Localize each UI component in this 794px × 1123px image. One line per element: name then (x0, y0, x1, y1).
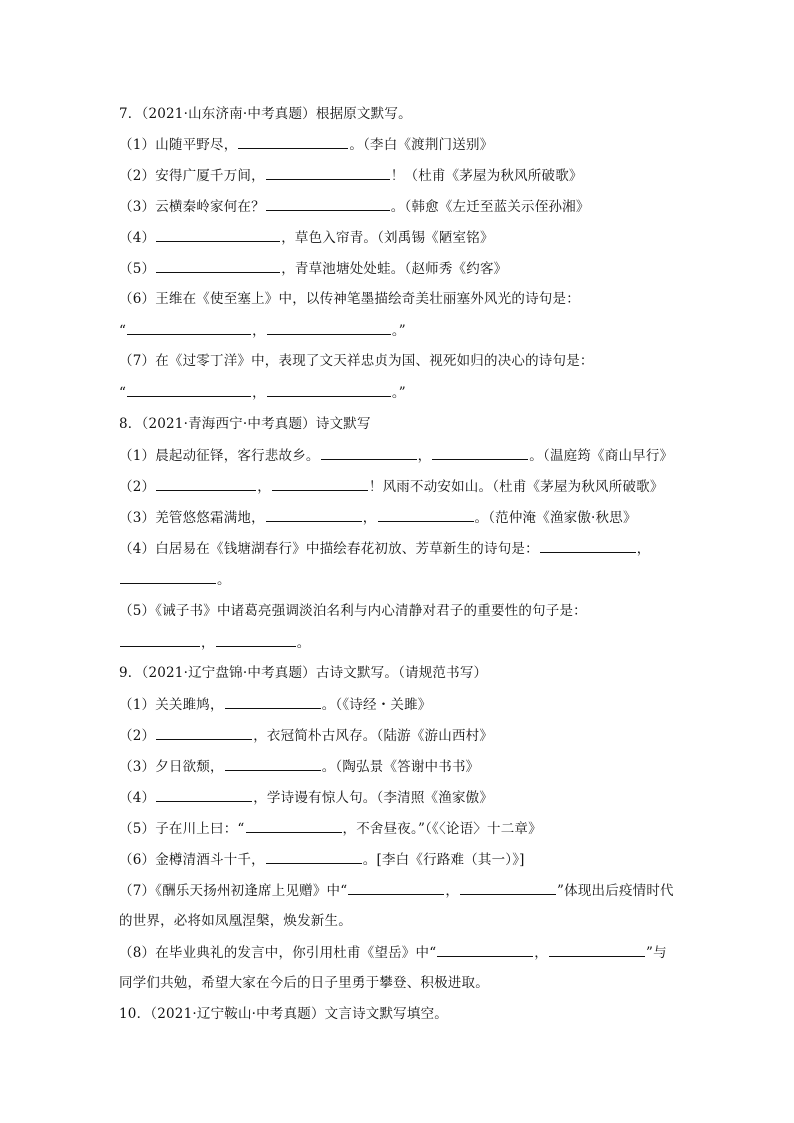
text: （3）云横秦岭家何在？ (119, 199, 265, 215)
text: （5） (119, 261, 156, 277)
q9-item-8 (119, 942, 694, 963)
q8-item-4 (119, 538, 694, 559)
answer-blank[interactable] (272, 476, 368, 491)
q9-item-3 (119, 756, 694, 777)
answer-blank[interactable] (266, 165, 390, 180)
text: 。 (296, 635, 311, 651)
question-9-title: 9．（2021·辽宁盘锦·中考真题）古诗文默写。（请规范书写） (119, 665, 488, 681)
text: ， (252, 385, 266, 401)
answer-blank[interactable] (460, 880, 556, 895)
q9-item-7-cont: 的世界，必将如凤凰涅槃，焕发新生。 (119, 913, 352, 929)
text: （4）白居易在《钱塘湖春行》中描绘春花初放、芳草新生的诗句是： (119, 541, 539, 557)
q9-item-5 (119, 818, 694, 839)
answer-blank[interactable] (156, 725, 252, 740)
text: （3）羌管悠悠霜满地， (119, 510, 265, 526)
answer-blank[interactable] (267, 320, 391, 335)
text: （6）金樽清酒斗十千， (119, 852, 265, 868)
text: ，不舍昼夜。”（《〈论语〉十二章》 (342, 821, 542, 837)
answer-blank[interactable] (246, 818, 342, 833)
text: （1）山随平野尽， (119, 137, 238, 153)
text: ，衣冠简朴古风存。（陆游《游山西村》 (253, 728, 494, 744)
text: ，草色入帘青。（刘禹锡《陋室铭》 (281, 230, 494, 246)
text: ，学诗谩有惊人句。（李清照《渔家傲》 (253, 790, 494, 806)
text: 。（《诗经・关雎》 (321, 697, 432, 713)
text: ”体现出后疫情时代 (557, 883, 674, 899)
answer-blank[interactable] (156, 227, 280, 242)
q9-item-8-cont: 同学们共勉，希望大家在今后的日子里勇于攀登、积极进取。 (119, 975, 489, 991)
q7-item-3 (119, 196, 694, 217)
answer-blank[interactable] (266, 196, 390, 211)
answer-blank[interactable] (120, 632, 200, 647)
text: 。” (391, 385, 406, 401)
text: ， (534, 945, 548, 961)
answer-blank[interactable] (378, 507, 474, 522)
q7-item-6: （6）王维在《使至塞上》中，以传神笔墨描绘奇美壮丽塞外风光的诗句是： (119, 291, 580, 307)
answer-blank[interactable] (238, 134, 348, 149)
question-8-title: 8．（2021·青海西宁·中考真题）诗文默写 (119, 416, 371, 432)
text: ， (257, 479, 271, 495)
q8-item-5-answer (119, 632, 694, 653)
answer-blank[interactable] (156, 258, 280, 273)
q8-item-4-cont (119, 569, 694, 590)
text: ， (362, 510, 377, 526)
q7-item-7: （7）在《过零丁洋》中，表现了文天祥忠贞为国、视死如归的决心的诗句是： (119, 353, 594, 369)
text: （4） (119, 230, 156, 246)
q8-item-3 (119, 507, 694, 528)
text: ！（杜甫《茅屋为秋风所破歌》 (390, 168, 583, 184)
text: （2） (119, 479, 156, 495)
answer-blank[interactable] (266, 849, 362, 864)
answer-blank[interactable] (127, 382, 251, 397)
answer-blank[interactable] (225, 756, 321, 771)
text: （7）《酬乐天扬州初逢席上见赠》中“ (119, 883, 348, 899)
answer-blank[interactable] (225, 694, 321, 709)
text: （8）在毕业典礼的发言中，你引用杜甫《望岳》中“ (119, 945, 437, 961)
question-10-title: 10．（2021·辽宁鞍山·中考真题）文言诗文默写填空。 (119, 1006, 448, 1022)
text: ”与 (646, 945, 667, 961)
q7-item-6-answer (119, 320, 694, 341)
text: ， (252, 323, 266, 339)
answer-blank[interactable] (348, 880, 444, 895)
q8-item-1 (119, 445, 694, 466)
question-7-title: 7．（2021·山东济南·中考真题）根据原文默写。 (119, 106, 412, 122)
text: “ (119, 385, 127, 401)
q7-item-7-answer (119, 382, 694, 403)
q9-item-2 (119, 725, 694, 746)
answer-blank[interactable] (120, 569, 216, 584)
answer-blank[interactable] (266, 507, 362, 522)
text: ！风雨不动安如山。（杜甫《茅屋为秋风所破歌》 (368, 479, 664, 495)
text: （4） (119, 790, 156, 806)
answer-blank[interactable] (549, 942, 645, 957)
answer-blank[interactable] (540, 538, 636, 553)
text: （2） (119, 728, 156, 744)
q7-item-5 (119, 258, 694, 279)
q7-item-4 (119, 227, 694, 248)
answer-blank[interactable] (216, 632, 296, 647)
text: （1）晨起动征铎，客行悲故乡。 (119, 448, 320, 464)
text: （1）关关雎鸠， (119, 697, 224, 713)
text: 。（范仲淹《渔家傲·秋思》 (474, 510, 637, 526)
q9-item-4 (119, 787, 694, 808)
answer-blank[interactable] (432, 445, 528, 460)
q9-item-7 (119, 880, 694, 901)
text: 。” (391, 323, 406, 339)
text: ， (636, 541, 651, 557)
text: 。（李白《渡荆门送别》 (349, 137, 494, 153)
text: ， (445, 883, 460, 899)
q8-item-5: （5）《诫子书》中诸葛亮强调淡泊名利与内心清静对君子的重要性的句子是： (119, 603, 587, 619)
text: 。（温庭筠《商山早行》 (529, 448, 674, 464)
q8-item-2 (119, 476, 694, 497)
text: ， (417, 448, 432, 464)
answer-blank[interactable] (156, 476, 256, 491)
q7-item-2 (119, 165, 694, 186)
q9-item-1 (119, 694, 694, 715)
text: “ (119, 323, 127, 339)
answer-blank[interactable] (267, 382, 391, 397)
q7-item-1 (119, 134, 694, 155)
text: ，青草池塘处处蛙。（赵师秀《约客》 (281, 261, 508, 277)
text: （2）安得广厦千万间， (119, 168, 265, 184)
text: 。（陶弘景《答谢中书书》 (321, 759, 480, 775)
answer-blank[interactable] (437, 942, 533, 957)
answer-blank[interactable] (127, 320, 251, 335)
answer-blank[interactable] (156, 787, 252, 802)
answer-blank[interactable] (321, 445, 417, 460)
text: ， (201, 635, 215, 651)
text: 。 (217, 572, 231, 588)
q9-item-6 (119, 849, 694, 870)
text: （3）夕日欲颓， (119, 759, 224, 775)
text: 。[李白《行路难（其一）》] (362, 852, 525, 868)
text: 。（韩愈《左迁至蓝关示侄孙湘》 (390, 199, 590, 215)
text: （5）子在川上曰：“ (119, 821, 245, 837)
